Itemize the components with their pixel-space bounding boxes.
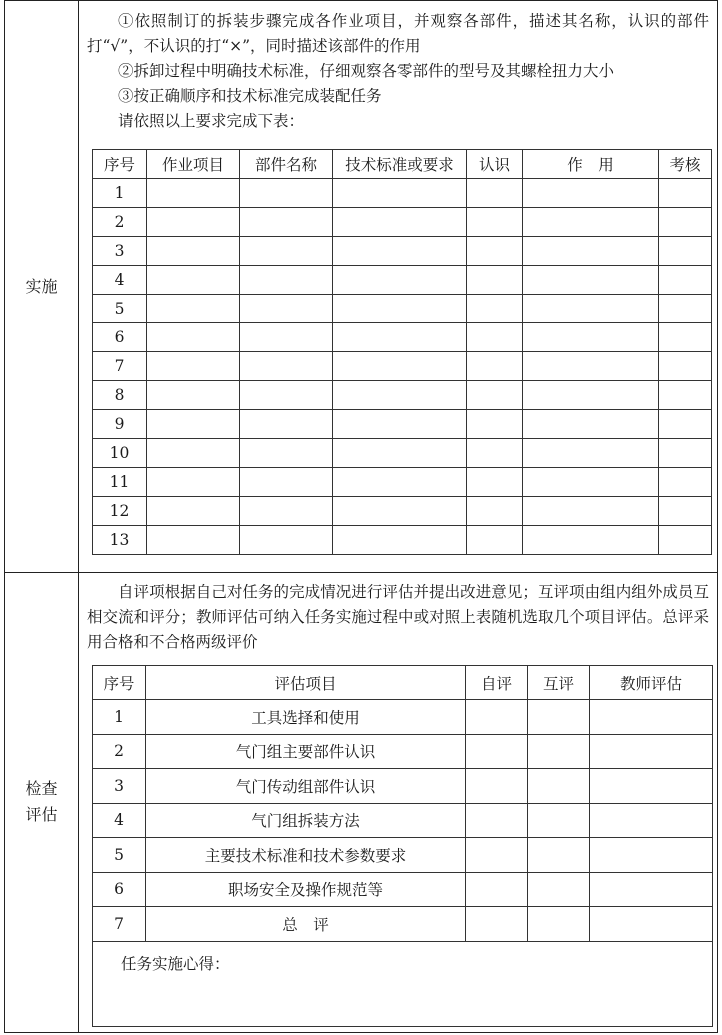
task-sheet — [4, 0, 718, 1033]
table-row — [93, 265, 712, 294]
header-cell: 作 用 — [523, 150, 659, 179]
blank-cell[interactable] — [147, 439, 240, 468]
score-cell[interactable] — [590, 769, 713, 804]
blank-cell[interactable] — [659, 525, 712, 554]
blank-cell[interactable] — [523, 439, 659, 468]
table-row — [93, 803, 713, 838]
blank-cell[interactable] — [467, 525, 523, 554]
blank-cell[interactable] — [467, 410, 523, 439]
blank-cell[interactable] — [333, 265, 467, 294]
table-row — [93, 734, 713, 769]
blank-cell[interactable] — [659, 323, 712, 352]
row-number: 5 — [93, 838, 146, 873]
table-row — [93, 700, 713, 735]
work-items-table — [92, 149, 712, 555]
score-cell[interactable] — [528, 769, 590, 804]
row-number: 1 — [93, 700, 146, 735]
blank-cell[interactable] — [147, 496, 240, 525]
blank-cell[interactable] — [467, 294, 523, 323]
blank-cell[interactable] — [240, 236, 333, 265]
notes-row — [93, 941, 713, 1026]
table-row — [93, 525, 712, 554]
header-cell: 评估项目 — [146, 666, 466, 700]
table-row — [93, 207, 712, 236]
blank-cell[interactable] — [147, 352, 240, 381]
table-row — [93, 236, 712, 265]
blank-cell[interactable] — [333, 496, 467, 525]
blank-cell[interactable] — [523, 467, 659, 496]
blank-cell[interactable] — [147, 236, 240, 265]
instruction-1: ①依照制订的拆装步骤完成各作业项目，并观察各部件，描述其名称，认识的部件打“√”，不认识的打“×”，同时描述该部件的作用 — [87, 12, 709, 55]
score-cell[interactable] — [466, 803, 528, 838]
blank-cell[interactable] — [523, 381, 659, 410]
blank-cell[interactable] — [659, 265, 712, 294]
score-cell[interactable] — [528, 734, 590, 769]
evaluation-item: 气门组拆装方法 — [146, 803, 466, 838]
blank-cell[interactable] — [659, 294, 712, 323]
score-cell[interactable] — [590, 803, 713, 838]
row-number: 1 — [93, 179, 147, 208]
blank-cell[interactable] — [523, 179, 659, 208]
row-number: 4 — [93, 803, 146, 838]
notes-label: 任务实施心得： — [121, 954, 230, 973]
blank-cell[interactable] — [659, 410, 712, 439]
table-row — [93, 467, 712, 496]
instruction-4: 请依照以上要求完成下表： — [118, 112, 305, 130]
row-number: 3 — [93, 236, 147, 265]
header-cell: 部件名称 — [240, 150, 333, 179]
blank-cell[interactable] — [333, 323, 467, 352]
row-number: 12 — [93, 496, 147, 525]
blank-cell[interactable] — [467, 439, 523, 468]
row-number: 6 — [93, 872, 146, 907]
evaluation-item: 工具选择和使用 — [146, 700, 466, 735]
blank-cell[interactable] — [659, 496, 712, 525]
row-number: 13 — [93, 525, 147, 554]
implement-section — [79, 1, 717, 572]
instruction-3: ③按正确顺序和技术标准完成装配任务 — [118, 87, 382, 105]
table-row — [93, 323, 712, 352]
score-cell[interactable] — [590, 734, 713, 769]
blank-cell[interactable] — [147, 323, 240, 352]
header-cell: 教师评估 — [590, 666, 713, 700]
score-cell[interactable] — [590, 872, 713, 907]
header-cell: 自评 — [466, 666, 528, 700]
header-cell: 技术标准或要求 — [333, 150, 467, 179]
blank-cell[interactable] — [523, 496, 659, 525]
blank-cell[interactable] — [147, 207, 240, 236]
table-row — [93, 410, 712, 439]
table-header-row — [93, 666, 713, 700]
blank-cell[interactable] — [147, 381, 240, 410]
score-cell[interactable] — [590, 907, 713, 942]
header-cell: 互评 — [528, 666, 590, 700]
score-cell[interactable] — [466, 769, 528, 804]
blank-cell[interactable] — [467, 496, 523, 525]
blank-cell[interactable] — [523, 525, 659, 554]
blank-cell[interactable] — [467, 179, 523, 208]
score-cell[interactable] — [466, 872, 528, 907]
header-cell: 认识 — [467, 150, 523, 179]
blank-cell[interactable] — [659, 467, 712, 496]
header-cell: 考核 — [659, 150, 712, 179]
blank-cell[interactable] — [240, 525, 333, 554]
evaluation-item: 总 评 — [146, 907, 466, 942]
table-row — [93, 179, 712, 208]
row-number: 11 — [93, 467, 147, 496]
blank-cell[interactable] — [240, 496, 333, 525]
score-cell[interactable] — [528, 838, 590, 873]
blank-cell[interactable] — [147, 179, 240, 208]
evaluation-item: 职场安全及操作规范等 — [146, 872, 466, 907]
blank-cell[interactable] — [523, 410, 659, 439]
score-cell[interactable] — [528, 803, 590, 838]
instruction-2: ②拆卸过程中明确技术标准，仔细观察各零部件的型号及其螺栓扭力大小 — [118, 62, 615, 80]
blank-cell[interactable] — [467, 467, 523, 496]
table-row — [93, 381, 712, 410]
blank-cell[interactable] — [240, 207, 333, 236]
blank-cell[interactable] — [659, 439, 712, 468]
evaluate-section — [79, 573, 717, 1032]
blank-cell[interactable] — [523, 265, 659, 294]
header-cell: 作业项目 — [147, 150, 240, 179]
blank-cell[interactable] — [467, 236, 523, 265]
row-number: 2 — [93, 207, 147, 236]
blank-cell[interactable] — [240, 179, 333, 208]
row-number: 6 — [93, 323, 147, 352]
score-cell[interactable] — [528, 872, 590, 907]
table-row — [93, 496, 712, 525]
blank-cell[interactable] — [333, 294, 467, 323]
table-row — [93, 352, 712, 381]
blank-cell[interactable] — [659, 381, 712, 410]
blank-cell[interactable] — [467, 352, 523, 381]
score-cell[interactable] — [466, 734, 528, 769]
evaluation-item: 气门组主要部件认识 — [146, 734, 466, 769]
blank-cell[interactable] — [240, 265, 333, 294]
blank-cell[interactable] — [659, 352, 712, 381]
blank-cell[interactable] — [240, 352, 333, 381]
blank-cell[interactable] — [333, 236, 467, 265]
blank-cell[interactable] — [659, 179, 712, 208]
implement-section-label: 实施 — [5, 1, 79, 572]
row-number: 2 — [93, 734, 146, 769]
notes-cell[interactable] — [93, 941, 713, 1026]
header-cell: 序号 — [93, 150, 147, 179]
table-row — [93, 872, 713, 907]
blank-cell[interactable] — [240, 294, 333, 323]
header-cell: 序号 — [93, 666, 146, 700]
table-row — [93, 907, 713, 942]
score-cell[interactable] — [528, 700, 590, 735]
row-number: 7 — [93, 352, 147, 381]
blank-cell[interactable] — [333, 467, 467, 496]
row-number: 7 — [93, 907, 146, 942]
blank-cell[interactable] — [240, 323, 333, 352]
table-header-row — [93, 150, 712, 179]
row-number: 9 — [93, 410, 147, 439]
table-row — [93, 769, 713, 804]
row-number: 5 — [93, 294, 147, 323]
blank-cell[interactable] — [523, 207, 659, 236]
blank-cell[interactable] — [659, 207, 712, 236]
blank-cell[interactable] — [333, 525, 467, 554]
blank-cell[interactable] — [240, 467, 333, 496]
score-cell[interactable] — [466, 838, 528, 873]
blank-cell[interactable] — [467, 323, 523, 352]
table-row — [93, 439, 712, 468]
table-row — [93, 838, 713, 873]
blank-cell[interactable] — [523, 236, 659, 265]
table-row — [93, 294, 712, 323]
score-cell[interactable] — [466, 700, 528, 735]
blank-cell[interactable] — [147, 265, 240, 294]
blank-cell[interactable] — [333, 179, 467, 208]
blank-cell[interactable] — [147, 410, 240, 439]
blank-cell[interactable] — [467, 265, 523, 294]
blank-cell[interactable] — [240, 381, 333, 410]
evaluation-item: 气门传动组部件认识 — [146, 769, 466, 804]
score-cell[interactable] — [590, 700, 713, 735]
evaluate-section-label: 检查 评估 — [5, 572, 79, 1032]
blank-cell[interactable] — [333, 439, 467, 468]
row-number: 10 — [93, 439, 147, 468]
evaluation-item: 主要技术标准和技术参数要求 — [146, 838, 466, 873]
row-number: 8 — [93, 381, 147, 410]
blank-cell[interactable] — [467, 207, 523, 236]
blank-cell[interactable] — [240, 439, 333, 468]
blank-cell[interactable] — [333, 352, 467, 381]
score-cell[interactable] — [528, 907, 590, 942]
row-number: 4 — [93, 265, 147, 294]
blank-cell[interactable] — [523, 323, 659, 352]
blank-cell[interactable] — [147, 294, 240, 323]
blank-cell[interactable] — [147, 525, 240, 554]
blank-cell[interactable] — [467, 381, 523, 410]
evaluation-table — [92, 665, 713, 1027]
blank-cell[interactable] — [333, 381, 467, 410]
row-number: 3 — [93, 769, 146, 804]
blank-cell[interactable] — [523, 352, 659, 381]
blank-cell[interactable] — [147, 467, 240, 496]
blank-cell[interactable] — [523, 294, 659, 323]
score-cell[interactable] — [590, 838, 713, 873]
score-cell[interactable] — [466, 907, 528, 942]
blank-cell[interactable] — [333, 207, 467, 236]
evaluation-description: 自评项根据自己对任务的完成情况进行评估并提出改进意见；互评项由组内组外成员互相交流和评分；教师评估可纳入任务实施过程中或对照上表随机选取几个项目评估。总评采用合格和不合格两级评价 — [87, 583, 709, 651]
blank-cell[interactable] — [659, 236, 712, 265]
blank-cell[interactable] — [240, 410, 333, 439]
blank-cell[interactable] — [333, 410, 467, 439]
